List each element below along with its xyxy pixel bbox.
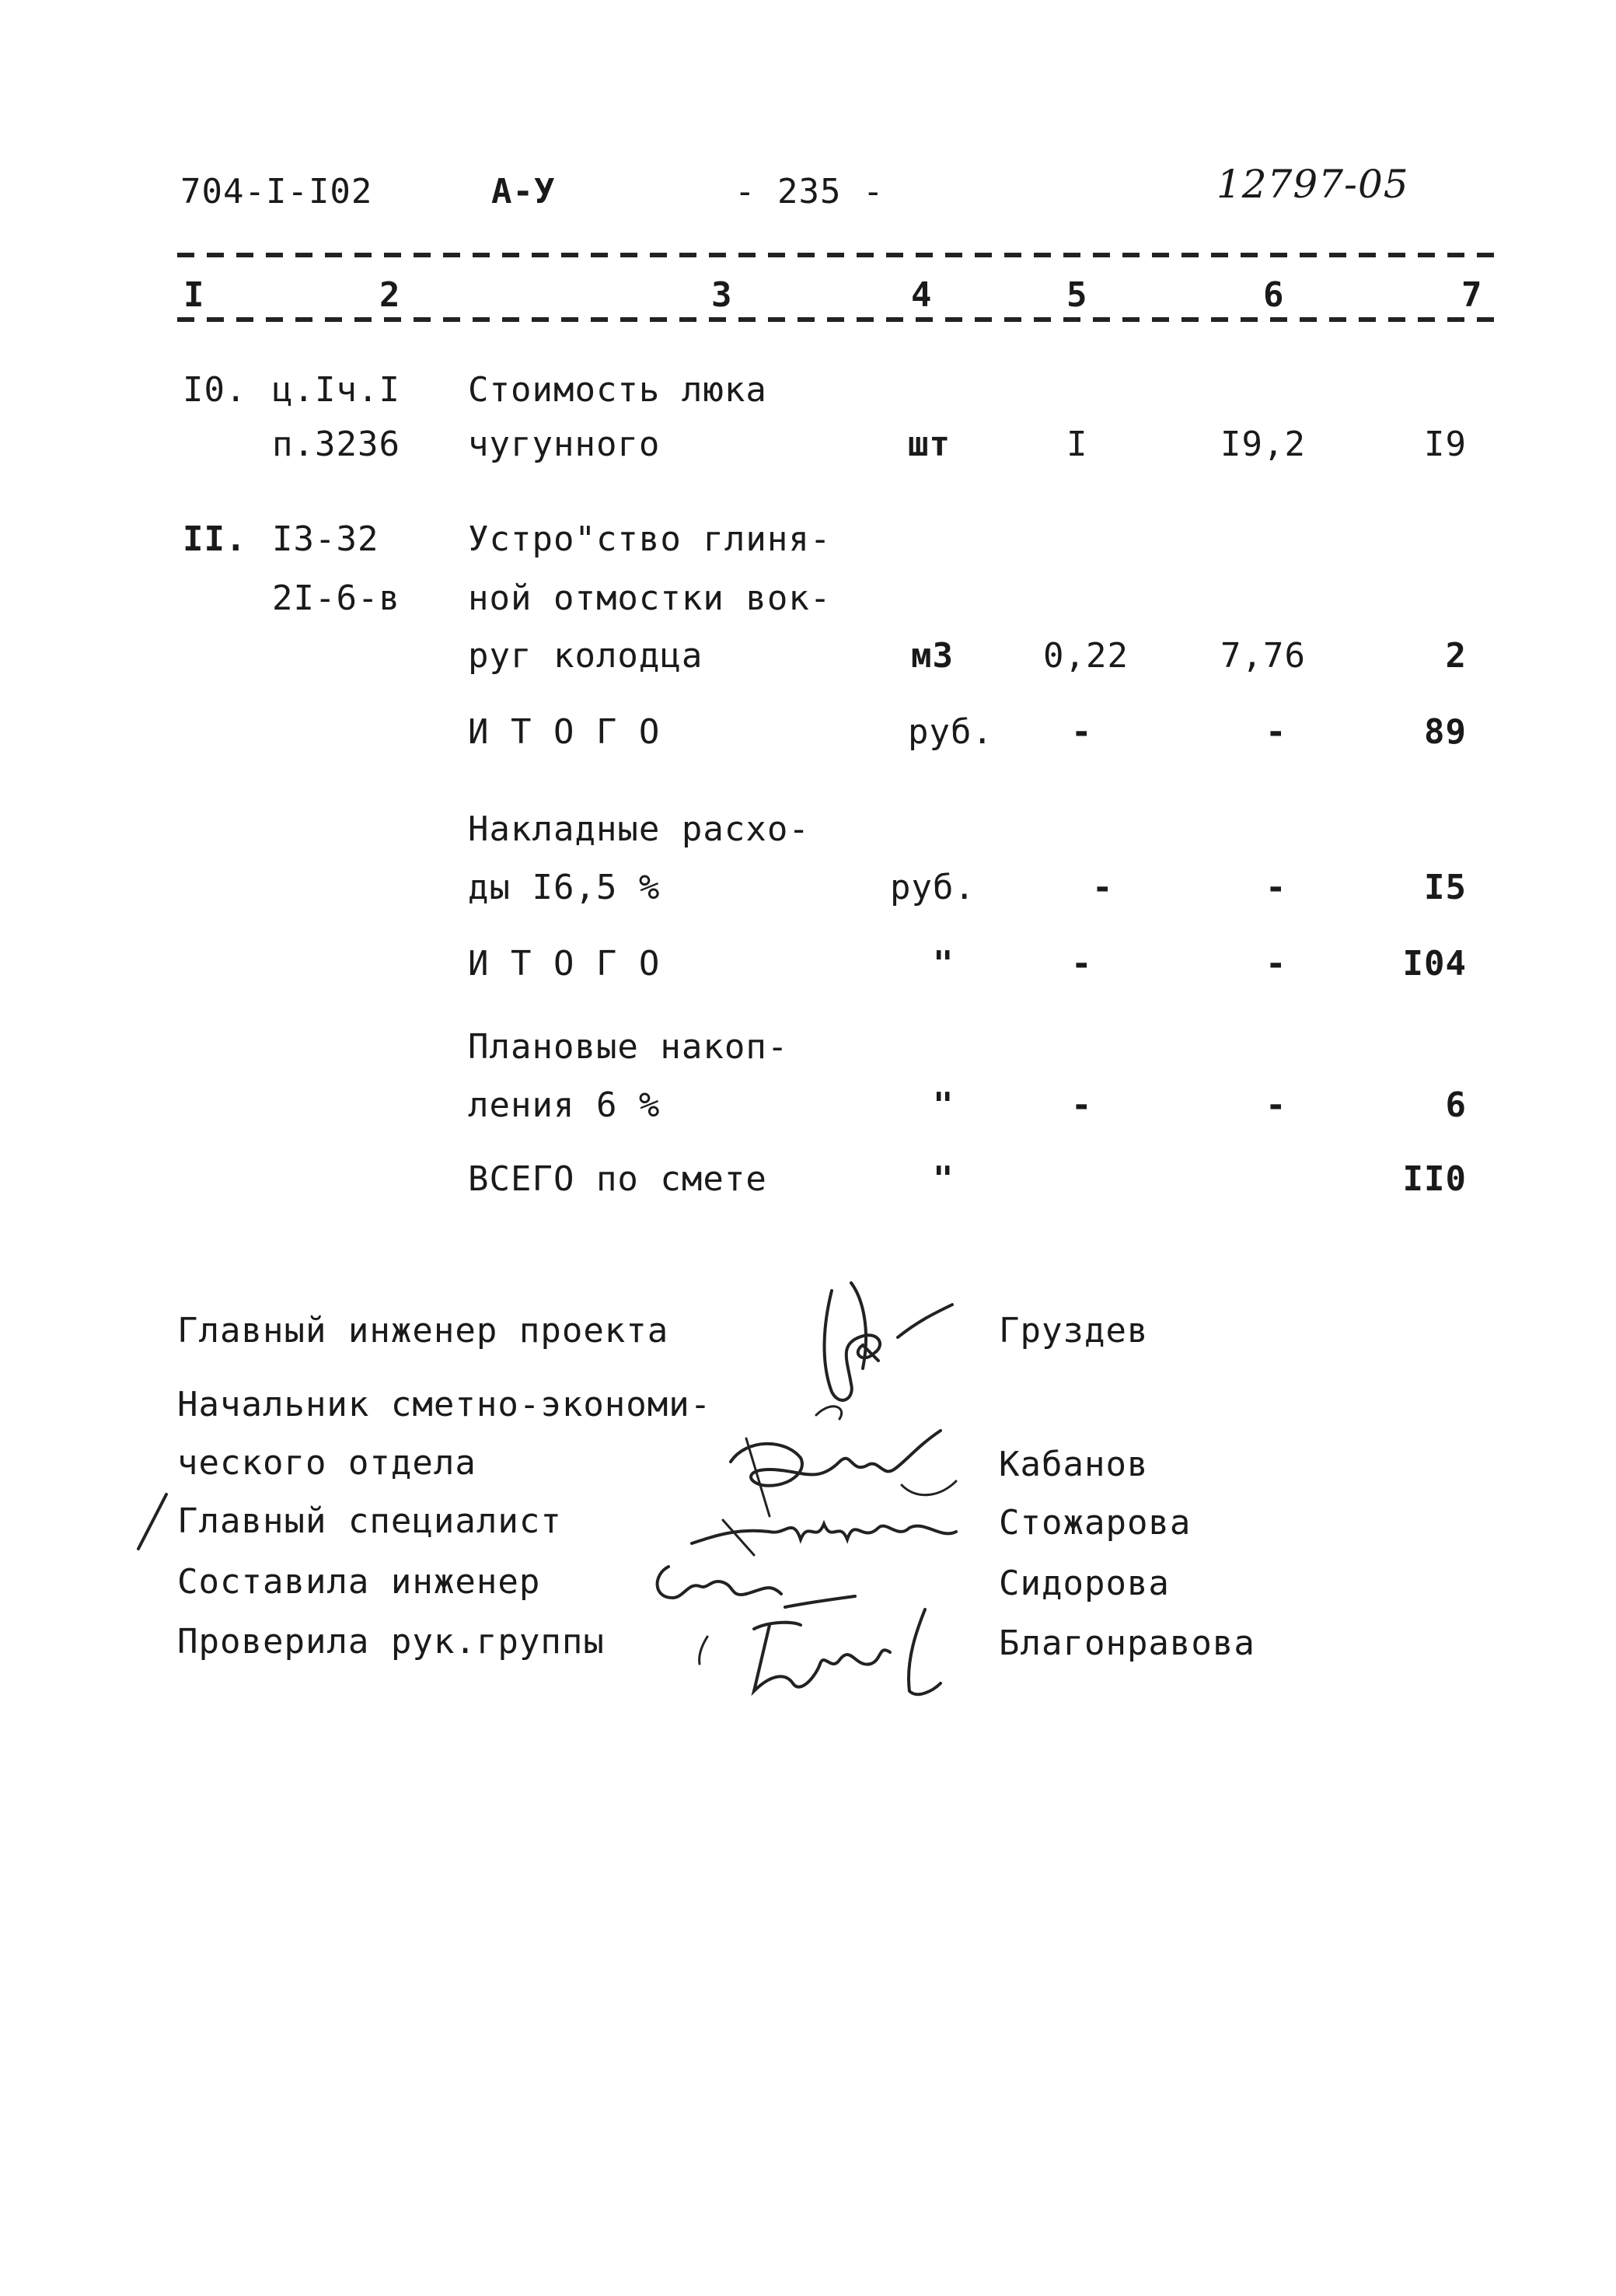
summary-planned-qty: - [1071, 1085, 1093, 1125]
row-11-code-line-1: I3-32 [272, 519, 379, 559]
summary-overhead-price: - [1265, 868, 1287, 907]
signature-name-blagonravova: Благонравова [999, 1623, 1255, 1663]
summary-itogo-2-qty: - [1071, 944, 1093, 984]
summary-itogo-1-price: - [1265, 712, 1287, 752]
summary-itogo-2-label: И Т О Г О [468, 944, 661, 984]
handwritten-signature-gruzdev [785, 1267, 972, 1423]
summary-overhead-label-line-1: Накладные расхо- [468, 809, 810, 849]
row-11-code-line-2: 2I-6-в [272, 578, 400, 618]
summary-overhead-unit: руб. [890, 868, 976, 907]
col-number-3: 3 [711, 275, 733, 315]
summary-grand-total-label: ВСЕГО по смете [468, 1159, 767, 1199]
summary-itogo-1-label: И Т О Г О [468, 712, 661, 752]
stamp-number: 12797-05 [1216, 162, 1409, 207]
col-number-2: 2 [379, 275, 401, 315]
row-11-name-line-3: руг колодца [468, 636, 703, 676]
summary-itogo-1-qty: - [1071, 712, 1093, 752]
signature-name-stozharova: Стожарова [999, 1503, 1192, 1543]
row-10-name-line-1: Стоимость люка [468, 370, 767, 410]
summary-planned-label-line-1: Плановые накоп- [468, 1027, 789, 1067]
margin-slash-mark [132, 1491, 171, 1553]
signature-title-checker: Проверила рук.группы [177, 1622, 605, 1662]
summary-planned-label-line-2: ления 6 % [468, 1085, 661, 1125]
row-10-number: I0. [183, 370, 247, 410]
signature-title-head-dept-line-2: ческого отдела [177, 1443, 476, 1483]
row-10-price: I9,2 [1220, 425, 1306, 464]
col-number-7: 7 [1461, 275, 1483, 315]
row-11-price: 7,76 [1220, 636, 1306, 676]
summary-grand-total-value: II0 [1402, 1159, 1467, 1199]
row-10-code-line-1: ц.Iч.I [272, 370, 400, 410]
signature-name-gruzdev: Груздев [999, 1311, 1149, 1351]
row-11-number: II. [183, 519, 247, 559]
col-number-5: 5 [1066, 275, 1088, 315]
col-number-4: 4 [911, 275, 933, 315]
row-11-total: 2 [1445, 636, 1467, 676]
row-11-name-line-2: ной отмостки вок- [468, 578, 832, 618]
row-11-name-line-1: Устро"ство глиня- [468, 519, 832, 559]
row-10-qty: I [1066, 425, 1088, 464]
signature-name-kabanov: Кабанов [999, 1445, 1149, 1484]
summary-planned-unit: " [933, 1085, 955, 1125]
doc-code: 704-I-I02 [180, 172, 373, 211]
row-11-unit: м3 [911, 636, 954, 676]
summary-itogo-2-unit: " [933, 944, 955, 984]
summary-itogo-1-total: 89 [1424, 712, 1467, 752]
section-code: А-У [491, 172, 556, 211]
signature-name-sidorova: Сидорова [999, 1564, 1170, 1603]
handwritten-signature-blagonravova [684, 1598, 964, 1707]
signature-title-head-dept-line-1: Начальник сметно-экономи- [177, 1385, 712, 1424]
summary-planned-total: 6 [1445, 1085, 1467, 1125]
signature-title-chief-specialist: Главный специалист [177, 1501, 562, 1541]
header-top-rule [177, 253, 1499, 257]
summary-grand-total-unit: " [933, 1159, 955, 1199]
row-10-total: I9 [1424, 425, 1467, 464]
col-number-1: I [183, 275, 205, 315]
summary-overhead-total: I5 [1424, 868, 1467, 907]
summary-itogo-2-total: I04 [1402, 944, 1467, 984]
signature-title-chief-engineer: Главный инженер проекта [177, 1311, 669, 1351]
header-bottom-rule [177, 317, 1499, 322]
summary-itogo-2-price: - [1265, 944, 1287, 984]
row-10-code-line-2: п.3236 [272, 425, 400, 464]
summary-itogo-1-unit: руб. [908, 712, 993, 752]
page-number: - 235 - [735, 172, 885, 211]
row-10-unit: шт [908, 425, 951, 464]
summary-overhead-qty: - [1092, 868, 1114, 907]
signature-title-compiler: Составила инженер [177, 1562, 541, 1602]
col-number-6: 6 [1263, 275, 1285, 315]
row-11-qty: 0,22 [1043, 636, 1129, 676]
summary-planned-price: - [1265, 1085, 1287, 1125]
row-10-name-line-2: чугунного [468, 425, 661, 464]
summary-overhead-label-line-2: ды I6,5 % [468, 868, 661, 907]
